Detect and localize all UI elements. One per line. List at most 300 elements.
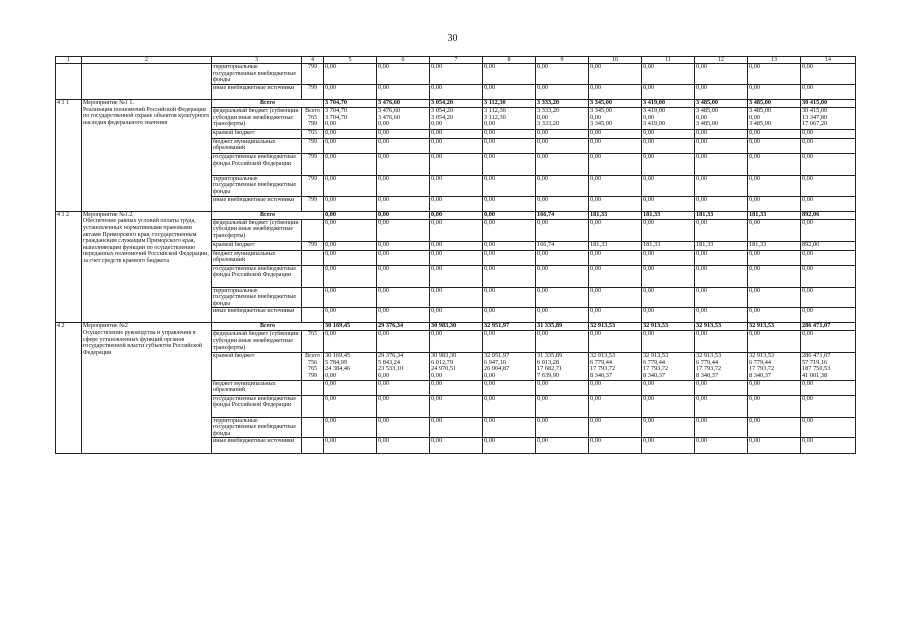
value-cell: 0,00 [589,438,642,453]
value-cell: 181,33 [589,241,642,250]
value-cell: 0,00 [430,211,483,219]
value-cell: 0,00 [589,196,642,211]
value: 3 485,00 [696,120,719,128]
value-cell: 0,00 [695,265,748,287]
value-cell: 0,00 [642,438,695,453]
funding-source: федеральный бюджет (субвенции субсидии иные межбюджетные трансферты) [212,107,302,129]
funding-source: территориальные государственные внебюджетные фонды [212,287,302,308]
value-cell: 0,00 [483,265,536,287]
value-cell: 0,00 [801,438,856,453]
value-cell: 0,00 [801,308,856,323]
section-number: 4 1 1 [56,99,82,211]
value-cell [748,353,801,380]
value-cell: 0,00 [430,380,483,395]
page-number: 30 [447,33,458,44]
value-cell: 0,00 [483,287,536,308]
value-cell: 0,00 [430,287,483,308]
value-cell: 0,00 [642,129,695,138]
column-header: 3 [212,57,302,64]
value-cell: 286 471,07 [801,323,856,331]
value-cell [695,353,748,380]
code-value: 765 [308,114,317,121]
value-cell: 0,00 [324,417,377,438]
value-cell [536,107,589,129]
value-cell: 0,00 [748,219,801,241]
value: 24 384,46 [325,365,351,373]
value-cell: 0,00 [536,138,589,153]
value-cell: 3 476,60 [377,99,430,107]
funding-source: краевой бюджет [212,129,302,138]
value-cell: 0,00 [748,265,801,287]
value-cell: 0,00 [430,84,483,99]
value-cell: 32 913,53 [695,323,748,331]
value-cell: 0,00 [589,287,642,308]
value-cell: 0,00 [324,287,377,308]
value: 7 639,90 [537,372,560,380]
column-header: 6 [377,57,430,64]
value-cell: 0,00 [748,417,801,438]
value: 0,00 [643,113,655,121]
value-cell: 0,00 [483,241,536,250]
value: 23 533,10 [378,365,404,373]
value-cell: 3 345,00 [589,99,642,107]
value-cell: 0,00 [695,417,748,438]
value-cell: 0,00 [536,265,589,287]
value-cell: 0,00 [801,331,856,353]
value-cell: 0,00 [589,395,642,417]
value-cell: 0,00 [589,380,642,395]
value: 0,00 [537,113,549,121]
value-cell: 0,00 [748,395,801,417]
value: 3 485,00 [696,107,719,114]
value-cell: 0,00 [483,84,536,99]
value: 0,00 [378,120,390,128]
value-cell: 0,00 [324,153,377,175]
value: 3 485,00 [749,120,772,128]
value-cell: 32 951,97 [483,323,536,331]
value: 3 112,30 [484,107,506,114]
value-cell: 0,00 [801,175,856,196]
value-cell [430,107,483,129]
value-cell: 0,00 [430,219,483,241]
value-cell: 0,00 [324,219,377,241]
value: 17 793,72 [643,365,669,373]
value-cell: 0,00 [748,331,801,353]
value-cell: 0,00 [748,438,801,453]
value-cell [589,353,642,380]
funding-source: иные внебюджетные источники [212,196,302,211]
value-cell: 3 333,20 [536,99,589,107]
value-cell: 0,00 [589,250,642,265]
value: 8 340,37 [590,372,613,380]
code-cell: 799 [302,241,324,250]
value: 6 012,79 [431,358,454,366]
value-cell: 0,00 [430,331,483,353]
value: 0,00 [749,113,761,121]
funding-source: территориальные государственные внебюджетные фонды [212,417,302,438]
value-cell: 0,00 [801,287,856,308]
section-desc: Реализация полномочий Российской Федерации по государственной охране объектов культурного наследия федерального значения [83,106,210,126]
section-description [82,323,212,453]
column-header: 5 [324,57,377,64]
value: 17 793,72 [696,365,722,373]
value-cell: 0,00 [695,438,748,453]
column-header: 11 [642,57,695,64]
value-cell: 0,00 [377,219,430,241]
column-header: 4 [302,57,324,64]
value-cell: 0,00 [324,211,377,219]
value: 3 419,00 [643,107,666,114]
value: 3 333,20 [537,107,560,114]
code-value: 799 [308,373,317,380]
value-cell: 0,00 [377,138,430,153]
value: 3 704,70 [325,107,348,114]
value-cell [642,353,695,380]
value: 3 054,20 [431,113,454,121]
funding-source: иные внебюджетные источники [212,308,302,323]
value: 187 750,53 [802,365,831,373]
value-cell: 0,00 [801,196,856,211]
value-cell: 0,00 [377,250,430,265]
code-cell: 765 [302,331,324,353]
value-cell: 0,00 [589,308,642,323]
value-cell: 0,00 [695,196,748,211]
value-cell: 32 913,53 [748,323,801,331]
value-cell: 3 485,00 [695,99,748,107]
value-cell [748,107,801,129]
funding-source: федеральный бюджет (субвенции субсидии иные межбюджетные трансферты) [212,331,302,353]
value: 32 913,53 [749,352,775,360]
value-cell: 0,00 [430,175,483,196]
funding-source: государственные внебюджетные фонды Российской Федерации [212,153,302,175]
value-cell: 0,00 [748,153,801,175]
value-cell: 0,00 [801,129,856,138]
funding-row [56,64,856,85]
value: 32 913,53 [696,352,722,360]
value: 0,00 [325,372,337,380]
value-cell: 0,00 [377,380,430,395]
code-value: 756 [308,359,317,366]
value: 8 340,37 [696,372,719,380]
value-cell: 0,00 [324,380,377,395]
value-cell: 0,00 [324,129,377,138]
value: 286 471,07 [802,352,831,360]
value-cell: 0,00 [536,438,589,453]
value-cell: 0,00 [536,308,589,323]
value: 6 779,44 [643,358,666,366]
funding-source: бюджет муниципальных образований [212,380,302,395]
code-cell [302,438,324,453]
value-cell: 0,00 [642,196,695,211]
value: 17 793,72 [590,365,616,373]
value-cell [801,107,856,129]
value-cell: 0,00 [377,287,430,308]
value-cell: 0,00 [748,64,801,85]
value-cell: 0,00 [324,395,377,417]
value: 6 947,10 [484,358,507,366]
value-cell: 0,00 [536,417,589,438]
value-cell: 0,00 [536,287,589,308]
code-cell [302,417,324,438]
value-cell: 0,00 [324,138,377,153]
value-cell: 0,00 [695,64,748,85]
code-value: Всего [305,353,320,360]
value-cell: 0,00 [483,395,536,417]
value-cell: 0,00 [324,196,377,211]
budget-table [55,56,856,454]
value-cell: 0,00 [483,331,536,353]
value: 30 415,00 [802,107,828,114]
value-cell: 0,00 [430,395,483,417]
value-cell: 0,00 [695,153,748,175]
value-cell: 0,00 [801,265,856,287]
value-cell: 0,00 [377,153,430,175]
section-description [82,211,212,323]
value-cell: 0,00 [695,331,748,353]
value-cell: 0,00 [642,417,695,438]
value-cell: 0,00 [642,175,695,196]
section-desc: Осуществление руководства и управления в сфере установленных функций органов государственной власти субъектов Российской Федерации [83,330,203,356]
value-cell: 0,00 [589,175,642,196]
value-cell: 29 376,34 [377,323,430,331]
value-cell: 181,33 [695,241,748,250]
column-header: 12 [695,57,748,64]
value-cell: 0,00 [589,138,642,153]
value-cell [483,107,536,129]
value-cell: 0,00 [483,64,536,85]
value-cell [695,107,748,129]
value-cell: 0,00 [748,287,801,308]
value: 6 779,44 [590,358,613,366]
total-row [56,99,856,107]
value-cell: 0,00 [377,395,430,417]
value-cell: 0,00 [430,64,483,85]
value-cell: 0,00 [536,64,589,85]
value: 6 013,28 [537,358,560,366]
value-cell: 0,00 [642,265,695,287]
code-cell [302,353,324,380]
value-cell: 0,00 [695,129,748,138]
value-cell: 0,00 [377,129,430,138]
value: 17 682,71 [537,365,563,373]
section-title: Мероприятие №1 1. [83,99,134,106]
value-cell: 0,00 [430,138,483,153]
value: 0,00 [484,120,496,128]
value-cell: 0,00 [589,265,642,287]
value-cell: 0,00 [483,417,536,438]
funding-source: иные внебюджетные источники [212,438,302,453]
value: 30 169,45 [325,352,351,360]
value-cell: 30 169,45 [324,323,377,331]
value-cell: 0,00 [748,196,801,211]
funding-source: краевой бюджет [212,241,302,250]
section-description [82,64,212,100]
code-cell: 799 [302,138,324,153]
value: 0,00 [431,120,443,128]
section-title: Мероприятие №1.2 [83,211,133,218]
value-cell: 0,00 [324,241,377,250]
value-cell: 181,33 [748,211,801,219]
value-cell: 0,00 [748,380,801,395]
value-cell: 0,00 [589,417,642,438]
value-cell: 0,00 [642,250,695,265]
value-cell: 0,00 [483,438,536,453]
value-cell: 0,00 [695,308,748,323]
code-cell [302,395,324,417]
value-cell: 0,00 [589,331,642,353]
section-description [82,99,212,211]
value: 3 054,20 [431,107,454,114]
value-cell: 0,00 [536,219,589,241]
value-cell [324,353,377,380]
value-cell: 30 983,30 [430,323,483,331]
value-cell: 0,00 [801,84,856,99]
value-cell: 3 419,00 [642,99,695,107]
value-cell: 0,00 [695,219,748,241]
value-cell [536,353,589,380]
value: 0,00 [590,113,602,121]
funding-source: бюджет муниципальных образований [212,138,302,153]
value-cell: 0,00 [483,219,536,241]
value-cell: 181,33 [642,211,695,219]
value-cell [430,353,483,380]
value-cell: 0,00 [536,175,589,196]
value-cell: 32 913,53 [589,323,642,331]
value: 3 476,60 [378,107,401,114]
value-cell: 0,00 [748,129,801,138]
section-desc: Обеспечение равных условий оплаты труда, установленных нормативными правовыми актами Приморского края, государственным гражданским служащим Приморского края, выполняющим функции по осуществлению переданных полномочий Российской Федерации, за счет средств краевого бюджета [83,218,209,264]
value-cell: 3 054,20 [430,99,483,107]
value-cell: 0,00 [695,395,748,417]
value-cell: 0,00 [642,219,695,241]
value-cell: 0,00 [642,64,695,85]
value: 0,00 [431,372,443,380]
value: 3 419,00 [643,120,666,128]
value-cell: 166,74 [536,241,589,250]
code-cell [302,380,324,395]
value: 3 704,70 [325,113,348,121]
value-cell: 0,00 [324,438,377,453]
value-cell: 0,00 [377,417,430,438]
code-cell [302,287,324,308]
column-header: 9 [536,57,589,64]
value: 32 913,53 [590,352,616,360]
header-row [56,57,856,64]
code-cell [302,107,324,129]
value-cell: 31 335,89 [536,323,589,331]
code-cell: 799 [302,153,324,175]
total-label: Всего [212,211,324,219]
value-cell: 0,00 [483,308,536,323]
value-cell: 0,00 [589,64,642,85]
funding-source: государственные внебюджетные фонды Российской Федерации [212,395,302,417]
value-cell: 0,00 [536,395,589,417]
value-cell: 0,00 [430,308,483,323]
value-cell: 0,00 [748,250,801,265]
value: 57 719,16 [802,358,828,366]
code-cell: 799 [302,84,324,99]
value-cell: 3 704,70 [324,99,377,107]
value-cell: 0,00 [642,84,695,99]
total-row [56,211,856,219]
value-cell: 0,00 [695,138,748,153]
value: 3 112,30 [484,113,506,121]
value-cell: 0,00 [324,331,377,353]
value-cell: 0,00 [695,380,748,395]
code-cell [302,250,324,265]
value-cell: 892,06 [801,211,856,219]
column-header: 2 [82,57,212,64]
value-cell: 0,00 [324,175,377,196]
value: 13 347,80 [802,113,828,121]
value-cell: 0,00 [536,196,589,211]
value-cell: 0,00 [695,175,748,196]
section-number: 4 1 2 [56,211,82,323]
value-cell: 0,00 [536,84,589,99]
value-cell: 0,00 [748,138,801,153]
value-cell: 0,00 [801,219,856,241]
section-number: 4 2 [56,323,82,453]
value-cell: 0,00 [589,219,642,241]
value-cell: 3 112,30 [483,99,536,107]
value-cell: 0,00 [377,84,430,99]
value: 3 485,00 [749,107,772,114]
value-cell: 0,00 [801,250,856,265]
value-cell: 0,00 [430,241,483,250]
value-cell: 0,00 [430,417,483,438]
value-cell: 0,00 [642,380,695,395]
value: 30 983,30 [431,352,457,360]
value-cell: 0,00 [430,153,483,175]
code-value: 799 [308,121,317,128]
value-cell: 0,00 [642,138,695,153]
code-cell [302,265,324,287]
value-cell: 0,00 [801,395,856,417]
value-cell: 0,00 [748,84,801,99]
code-value: 765 [308,366,317,373]
column-header: 13 [748,57,801,64]
value-cell: 0,00 [642,331,695,353]
value: 6 779,44 [749,358,772,366]
value-cell: 0,00 [642,287,695,308]
value: 3 333,20 [537,120,560,128]
value-cell: 0,00 [377,265,430,287]
value-cell: 0,00 [324,250,377,265]
column-header: 7 [430,57,483,64]
value-cell: 0,00 [695,287,748,308]
value-cell: 0,00 [801,64,856,85]
value-cell: 181,33 [748,241,801,250]
total-label: Всего [212,99,324,107]
value-cell: 0,00 [801,417,856,438]
value-cell: 0,00 [589,129,642,138]
value: 26 004,87 [484,365,510,373]
value-cell: 0,00 [377,241,430,250]
value-cell: 0,00 [483,196,536,211]
section-number [56,64,82,100]
value: 8 340,37 [749,372,772,380]
value: 24 970,51 [431,365,457,373]
value: 29 376,34 [378,352,404,360]
value-cell: 0,00 [377,438,430,453]
value: 31 335,89 [537,352,563,360]
value-cell: 0,00 [430,129,483,138]
value: 5 843,24 [378,358,401,366]
value-cell: 0,00 [642,395,695,417]
value: 17 793,72 [749,365,775,373]
value: 32 951,97 [484,352,510,360]
value: 3 345,00 [590,107,613,114]
